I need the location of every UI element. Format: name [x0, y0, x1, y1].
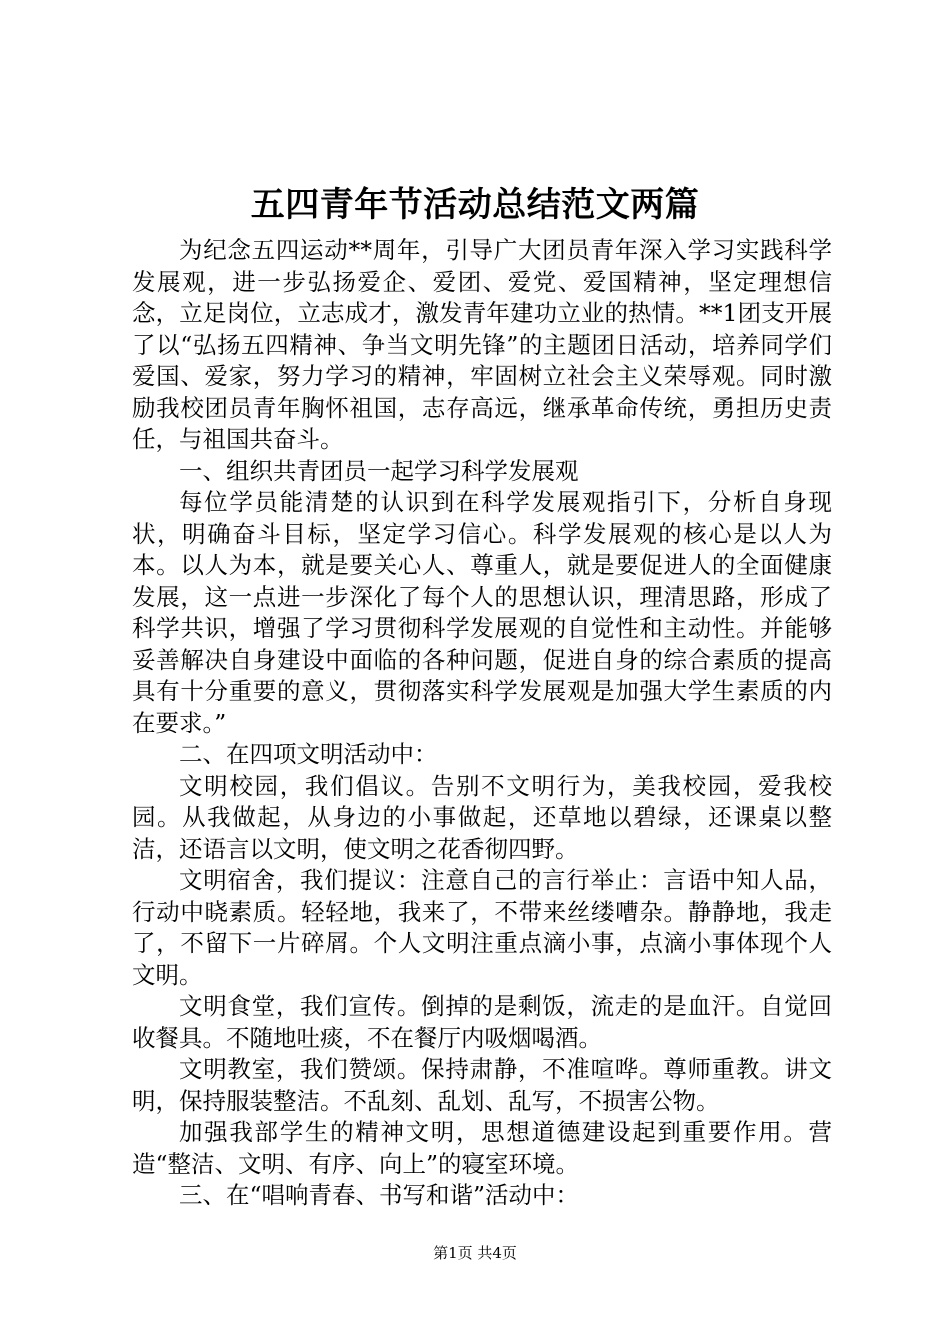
- body-paragraph: 每位学员能清楚的认识到在科学发展观指引下，分析自身现状，明确奋斗目标，坚定学习信心。科学发展观的核心是以人为本。以人为本，就是要关心人、尊重人，就是要促进人的全面健康发展，这一点进一步深化了每个人的思想认识，理清思路，形成了科学共识，增强了学习贯彻科学发展观的自觉性和主动性。并能够妥善解决自身建设中面临的各种问题，促进自身的综合素质的提高具有十分重要的意义，贯彻落实科学发展观是加强大学生素质的内在要求。”: [132, 488, 832, 737]
- document-title: 五四青年节活动总结范文两篇: [250, 185, 700, 225]
- intro-paragraph: 为纪念五四运动**周年，引导广大团员青年深入学习实践科学发展观，进一步弘扬爱企、爱团、爱党、爱国精神，坚定理想信念，立足岗位，立志成才，激发青年建功立业的热情。**1团支开展了以“弘扬五四精神、争当文明先锋”的主题团日活动，培养同学们爱国、爱家，努力学习的精神，牢固树立社会主义荣辱观。同时激励我校团员青年胸怀祖国，志存高远，继承革命传统，勇担历史责任，与祖国共奋斗。: [132, 236, 832, 453]
- section-heading-2: 二、在四项文明活动中：: [179, 740, 438, 768]
- body-paragraph: 加强我部学生的精神文明，思想道德建设起到重要作用。营造“整洁、文明、有序、向上”的寝室环境。: [132, 1118, 832, 1178]
- page-number-footer: 第1页 共4页: [433, 1244, 517, 1262]
- document-body: [132, 235, 832, 1212]
- section-heading-3: 三、在“唱响青春、书写和谐”活动中：: [179, 1181, 580, 1209]
- body-paragraph: 文明宿舍，我们提议：注意自己的言行举止：言语中知人品，行动中晓素质。轻轻地，我来了，不带来丝缕嘈杂。静静地，我走了，不留下一片碎屑。个人文明注重点滴小事，点滴小事体现个人文明。: [132, 866, 832, 989]
- body-paragraph: 文明食堂，我们宣传。倒掉的是剩饭，流走的是血汗。自觉回收餐具。不随地吐痰，不在餐厅内吸烟喝酒。: [132, 992, 832, 1052]
- body-paragraph: 文明校园，我们倡议。告别不文明行为，美我校园，爱我校园。从我做起，从身边的小事做起，还草地以碧绿，还课桌以整洁，还语言以文明，使文明之花香彻四野。: [132, 771, 832, 863]
- section-heading-1: 一、组织共青团员一起学习科学发展观: [179, 456, 579, 485]
- body-paragraph: 文明教室，我们赞颂。保持肃静，不准喧哗。尊师重教。讲文明，保持服装整洁。不乱刻、乱划、乱写，不损害公物。: [132, 1055, 832, 1115]
